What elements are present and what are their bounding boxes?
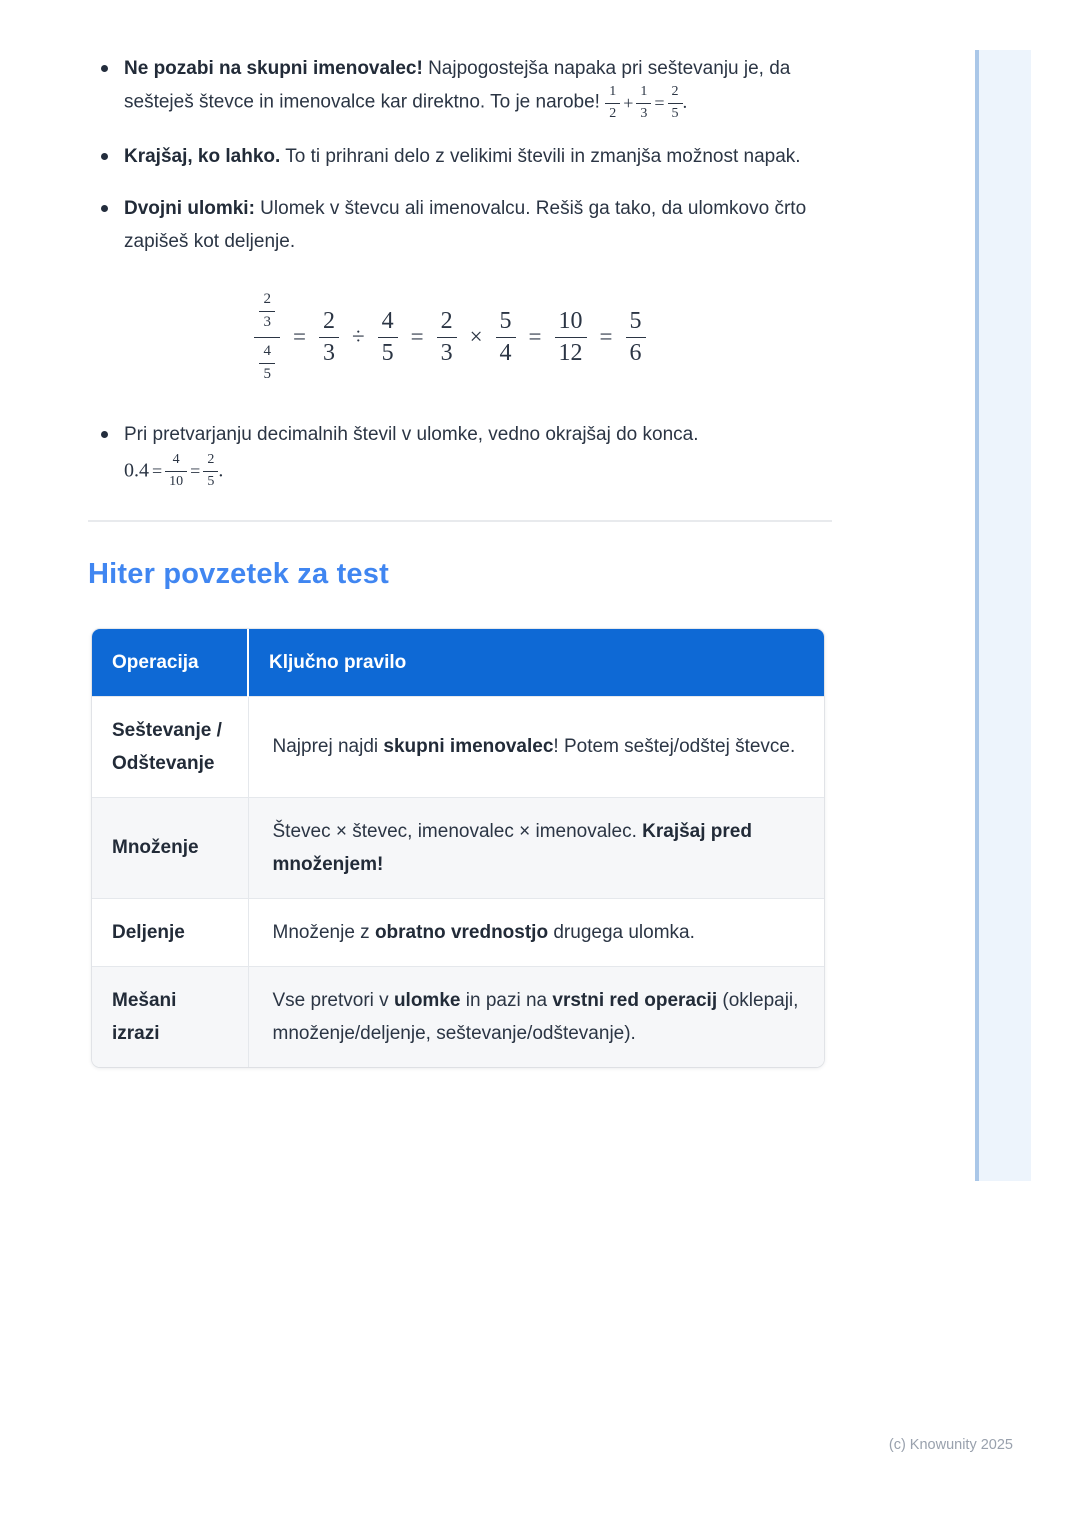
equals-operator: = bbox=[654, 92, 665, 113]
row-rule: Vse pretvori v ulomke in pazi na vrstni red operacij (oklepaji, množenje/deljenje, seštevanje/odštevanje). bbox=[248, 966, 824, 1067]
fraction: $\frac{2}{3}$ bbox=[319, 309, 339, 366]
fraction: $\frac{4}{5}$ bbox=[378, 309, 398, 366]
row-label: Množenje bbox=[92, 797, 248, 898]
row-rule: Najprej najdi skupni imenovalec! Potem seštej/odštej števce. bbox=[248, 696, 824, 797]
times-operator: × bbox=[469, 324, 483, 350]
inline-math-wrong-addition bbox=[605, 84, 688, 121]
fraction: $\frac{4}{10}$ bbox=[165, 453, 187, 489]
column-header-rule: Ključno pravilo bbox=[248, 629, 824, 697]
table-row-multiplication bbox=[92, 797, 824, 898]
fraction: $\frac{2}{3}$ bbox=[259, 292, 275, 331]
equals-operator: = bbox=[190, 461, 201, 482]
period: . bbox=[218, 459, 224, 482]
side-panel bbox=[975, 50, 1031, 1181]
fraction: $\frac{5}{4}$ bbox=[496, 309, 516, 366]
divide-operator: ÷ bbox=[351, 324, 365, 350]
row-rule: Števec × števec, imenovalec × imenovalec. Krajšaj pred množenjem! bbox=[248, 797, 824, 898]
section-title: Hiter povzetek za test bbox=[88, 557, 389, 590]
table-row-division bbox=[92, 898, 824, 966]
bullet-text: Najpogostejša napaka pri seštevanju je, da sešteješ števce in imenovalce kar direktno. To je narobe! bbox=[124, 58, 791, 113]
row-label: Mešani izrazi bbox=[92, 966, 248, 1067]
double-fraction-equation bbox=[88, 292, 812, 382]
bullet-text: Ulomek v števcu ali imenovalcu. Rešiš ga tako, da ulomkovo črto zapišeš kot deljenje. bbox=[124, 198, 807, 253]
fraction: $\frac{4}{5}$ bbox=[259, 344, 275, 383]
summary-table bbox=[92, 629, 824, 1067]
section-divider bbox=[88, 520, 832, 522]
equals-operator: = bbox=[292, 324, 306, 350]
plus-operator: + bbox=[623, 92, 634, 113]
table-header-row bbox=[92, 629, 824, 697]
equals-operator: = bbox=[152, 461, 163, 482]
list-item-simplify bbox=[88, 140, 832, 173]
fraction: $\frac{2}{3}$ bbox=[437, 309, 457, 366]
row-rule: Množenje z obratno vrednostjo drugega ulomka. bbox=[248, 898, 824, 966]
list-item-double-fractions bbox=[88, 192, 832, 258]
list-item-decimal-conversion bbox=[88, 418, 832, 489]
period: . bbox=[682, 91, 688, 113]
equals-operator: = bbox=[528, 324, 542, 350]
bullet-bold-text: Krajšaj, ko lahko. bbox=[124, 146, 281, 168]
decimal-value: 0.4 bbox=[124, 459, 149, 482]
bullet-text: Pri pretvarjanju decimalnih števil v ulomke, vedno okrajšaj do konca. bbox=[124, 424, 699, 446]
bullet-bold-text: Dvojni ulomki: bbox=[124, 198, 255, 220]
fraction: $\frac{5}{6}$ bbox=[626, 309, 646, 366]
fraction: $\frac{10}{12}$ bbox=[555, 309, 587, 366]
table-row-mixed-expressions bbox=[92, 966, 824, 1067]
fraction: $\frac{1}{2}$ bbox=[605, 85, 620, 121]
nested-fraction bbox=[254, 292, 280, 382]
list-item-common-denominator bbox=[88, 52, 832, 121]
fraction: $\frac{1}{3}$ bbox=[636, 85, 651, 121]
fraction: $\frac{2}{5}$ bbox=[203, 453, 218, 489]
equals-operator: = bbox=[410, 324, 424, 350]
footer-copyright: (c) Knowunity 2025 bbox=[888, 1437, 1013, 1453]
fraction: $\frac{2}{5}$ bbox=[668, 85, 683, 121]
bullet-bold-text: Ne pozabi na skupni imenovalec! bbox=[124, 58, 423, 79]
bullet-text: To ti prihrani delo z velikimi števili in zmanjša možnost napak. bbox=[280, 146, 801, 168]
row-label: Deljenje bbox=[92, 898, 248, 966]
column-header-operation: Operacija bbox=[92, 629, 248, 697]
inline-math-decimal bbox=[124, 453, 832, 489]
row-label: Seštevanje / Odštevanje bbox=[92, 696, 248, 797]
table-row-addition-subtraction bbox=[92, 696, 824, 797]
equals-operator: = bbox=[599, 324, 613, 350]
